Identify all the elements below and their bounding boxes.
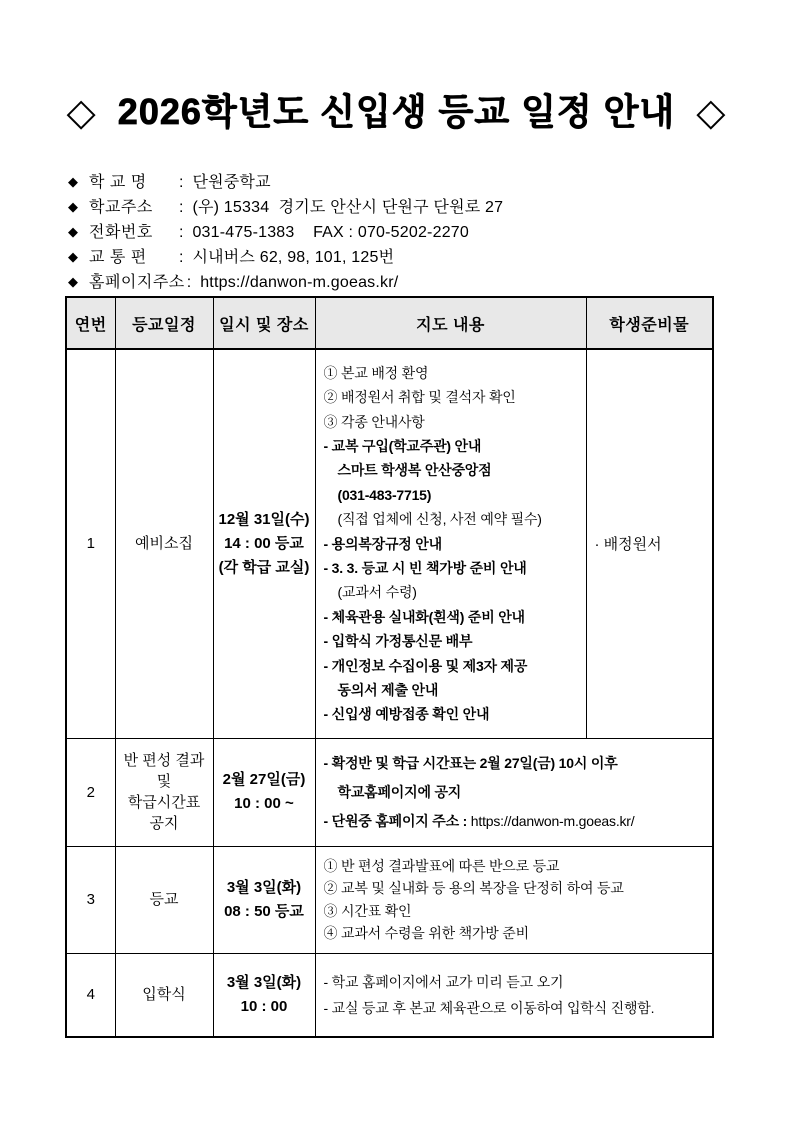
content-segment: - 확정반 및 학급 시간표는 2월 27일(금) 10시 이후: [323, 754, 618, 771]
column-header-3: 일시 및 장소: [213, 297, 315, 349]
content-segment: (031-483-7715): [337, 486, 432, 503]
diamond-bullet-icon: ◆: [68, 199, 78, 214]
content-line: [324, 877, 709, 900]
info-value: https://danwon-m.goeas.kr/: [200, 274, 399, 291]
info-colon: :: [179, 249, 184, 266]
info-item: [68, 244, 793, 269]
info-value: 단원중학교: [192, 174, 271, 191]
info-colon: :: [179, 174, 184, 191]
table-row: [66, 953, 713, 1037]
info-label: 학교주소: [89, 199, 153, 216]
content-line: [324, 778, 709, 807]
cell-schedule: [115, 349, 213, 738]
content-segment: - 입학식 가정통신문 배부: [323, 633, 473, 650]
content-segment: - 개인정보 수집이용 및 제3자 제공: [323, 657, 528, 674]
right-diamond-icon: ◇: [696, 92, 727, 134]
schedule-line: 학급시간표: [127, 794, 201, 811]
content-segment: ② 교복 및 실내화 등 용의 복장을 단정히 하여 등교: [323, 880, 624, 896]
content-line: [324, 678, 582, 702]
info-value: 시내버스 62, 98, 101, 125번: [192, 249, 395, 266]
column-header-1: 연번: [66, 297, 115, 349]
content-segment: - 교실 등교 후 본교 체육관으로 이동하여 입학식 진행함.: [323, 999, 655, 1016]
cell-supplies: · 배정원서: [586, 349, 713, 738]
schedule-line: 반 편성 결과: [123, 752, 205, 769]
content-segment: ③ 시간표 확인: [323, 902, 412, 919]
content-segment: 동의서 제출 안내: [337, 681, 439, 698]
cell-datetime: [213, 349, 315, 738]
schedule-table-header: [66, 297, 713, 349]
info-item: [68, 194, 793, 219]
content-segment: https://danwon-m.goeas.kr/: [470, 812, 635, 829]
content-line: [324, 483, 582, 507]
info-value: (우) 15334 경기도 안산시 단원구 단원로 27: [192, 199, 504, 216]
datetime-line: (각 학급 교실): [218, 558, 310, 576]
schedule-line: 및: [156, 773, 172, 790]
content-line: [324, 361, 582, 385]
cell-datetime: [213, 846, 315, 953]
title-text: 2026학년도 신입생 등교 일정 안내: [117, 91, 676, 132]
datetime-line: 08 : 50 등교: [224, 902, 304, 920]
content-segment: ① 본교 배정 환영: [323, 364, 429, 381]
content-segment: ① 반 편성 결과발표에 따른 반으로 등교: [323, 857, 560, 874]
cell-row-number: 1: [66, 349, 115, 738]
cell-row-number: 3: [66, 846, 115, 953]
content-line: [324, 995, 709, 1021]
schedule-line: 입학식: [142, 986, 186, 1004]
schedule-line: 공지: [149, 815, 179, 832]
info-item: [68, 169, 793, 194]
schedule-table-body: [66, 349, 713, 1037]
cell-schedule: [115, 953, 213, 1037]
column-header-2: 등교일정: [115, 297, 213, 349]
content-segment: - 3. 3. 등교 시 빈 책가방 준비 안내: [323, 559, 527, 576]
content-segment: ② 배정원서 취합 및 결석자 확인: [323, 389, 516, 406]
content-line: [324, 807, 709, 836]
content-segment: 학교홈페이지에 공지: [337, 783, 462, 800]
datetime-line: 3월 3일(화): [226, 878, 302, 896]
schedule-line: 예비소집: [135, 535, 193, 553]
content-line: [324, 458, 582, 482]
datetime-line: 12월 31일(수): [218, 510, 310, 528]
content-line: [324, 434, 582, 458]
table-row: [66, 846, 713, 953]
info-label: 교 통 편: [89, 249, 147, 266]
info-colon: :: [179, 199, 184, 216]
cell-guidance-content: [315, 738, 713, 846]
cell-schedule: [115, 738, 213, 846]
diamond-bullet-icon: ◆: [68, 274, 78, 289]
datetime-line: 2월 27일(금): [222, 771, 306, 788]
header-row: [66, 297, 713, 349]
cell-guidance-content: [315, 953, 713, 1037]
diamond-bullet-icon: ◆: [68, 249, 78, 264]
datetime-line: 10 : 00: [240, 997, 288, 1015]
content-line: [324, 969, 709, 995]
content-line: [324, 629, 582, 653]
info-value: 031-475-1383 FAX : 070-5202-2270: [192, 224, 469, 241]
info-label: 홈페이지주소: [89, 274, 185, 291]
content-segment: (직접 업체에 신청, 사전 예약 필수): [337, 511, 542, 528]
datetime-line: 3월 3일(화): [226, 973, 302, 991]
content-line: [324, 702, 582, 726]
content-line: [324, 507, 582, 531]
datetime-line: 10 : 00 ~: [234, 795, 294, 812]
diamond-bullet-icon: ◆: [68, 224, 78, 239]
left-diamond-icon: ◇: [66, 92, 97, 134]
cell-row-number: 4: [66, 953, 115, 1037]
info-colon: :: [179, 224, 184, 241]
content-line: [324, 580, 582, 604]
table-row: [66, 349, 713, 738]
datetime-line: 14 : 00 등교: [224, 534, 304, 552]
info-item: [68, 269, 793, 294]
content-segment: - 단원중 홈페이지 주소 :: [323, 812, 471, 829]
cell-schedule: [115, 846, 213, 953]
table-row: [66, 738, 713, 846]
content-segment: - 신입생 예방접종 확인 안내: [323, 706, 490, 723]
diamond-bullet-icon: ◆: [68, 174, 78, 189]
cell-guidance-content: [315, 846, 713, 953]
info-label: 학 교 명: [89, 174, 147, 191]
info-item: [68, 219, 793, 244]
content-segment: - 교복 구입(학교주관) 안내: [323, 437, 482, 454]
content-line: [324, 410, 582, 434]
content-segment: - 체육관용 실내화(흰색) 준비 안내: [323, 608, 525, 625]
cell-guidance-content: [315, 349, 586, 738]
content-segment: ③ 각종 안내사항: [323, 413, 425, 430]
page-title: [0, 0, 793, 135]
cell-row-number: 2: [66, 738, 115, 846]
content-line: [324, 900, 709, 923]
cell-datetime: [213, 953, 315, 1037]
info-colon: :: [186, 274, 192, 291]
content-line: [324, 922, 709, 945]
content-segment: - 학교 홈페이지에서 교가 미리 듣고 오기: [323, 973, 564, 990]
cell-datetime: [213, 738, 315, 846]
content-line: [324, 556, 582, 580]
content-line: [324, 749, 709, 778]
content-line: [324, 532, 582, 556]
info-label: 전화번호: [89, 224, 153, 241]
column-header-4: 지도 내용: [315, 297, 586, 349]
content-segment: (교과서 수령): [337, 584, 417, 601]
content-segment: ④ 교과서 수령을 위한 책가방 준비: [323, 925, 529, 941]
schedule-table: [65, 296, 714, 1038]
content-segment: - 용의복장규정 안내: [323, 535, 442, 552]
schedule-line: 등교: [149, 891, 179, 908]
school-info-list: [68, 169, 793, 294]
content-line: [324, 385, 582, 409]
content-line: [324, 605, 582, 629]
content-segment: 스마트 학생복 안산중앙점: [337, 462, 492, 479]
column-header-5: 학생준비물: [586, 297, 713, 349]
content-line: [324, 855, 709, 878]
content-line: [324, 654, 582, 678]
